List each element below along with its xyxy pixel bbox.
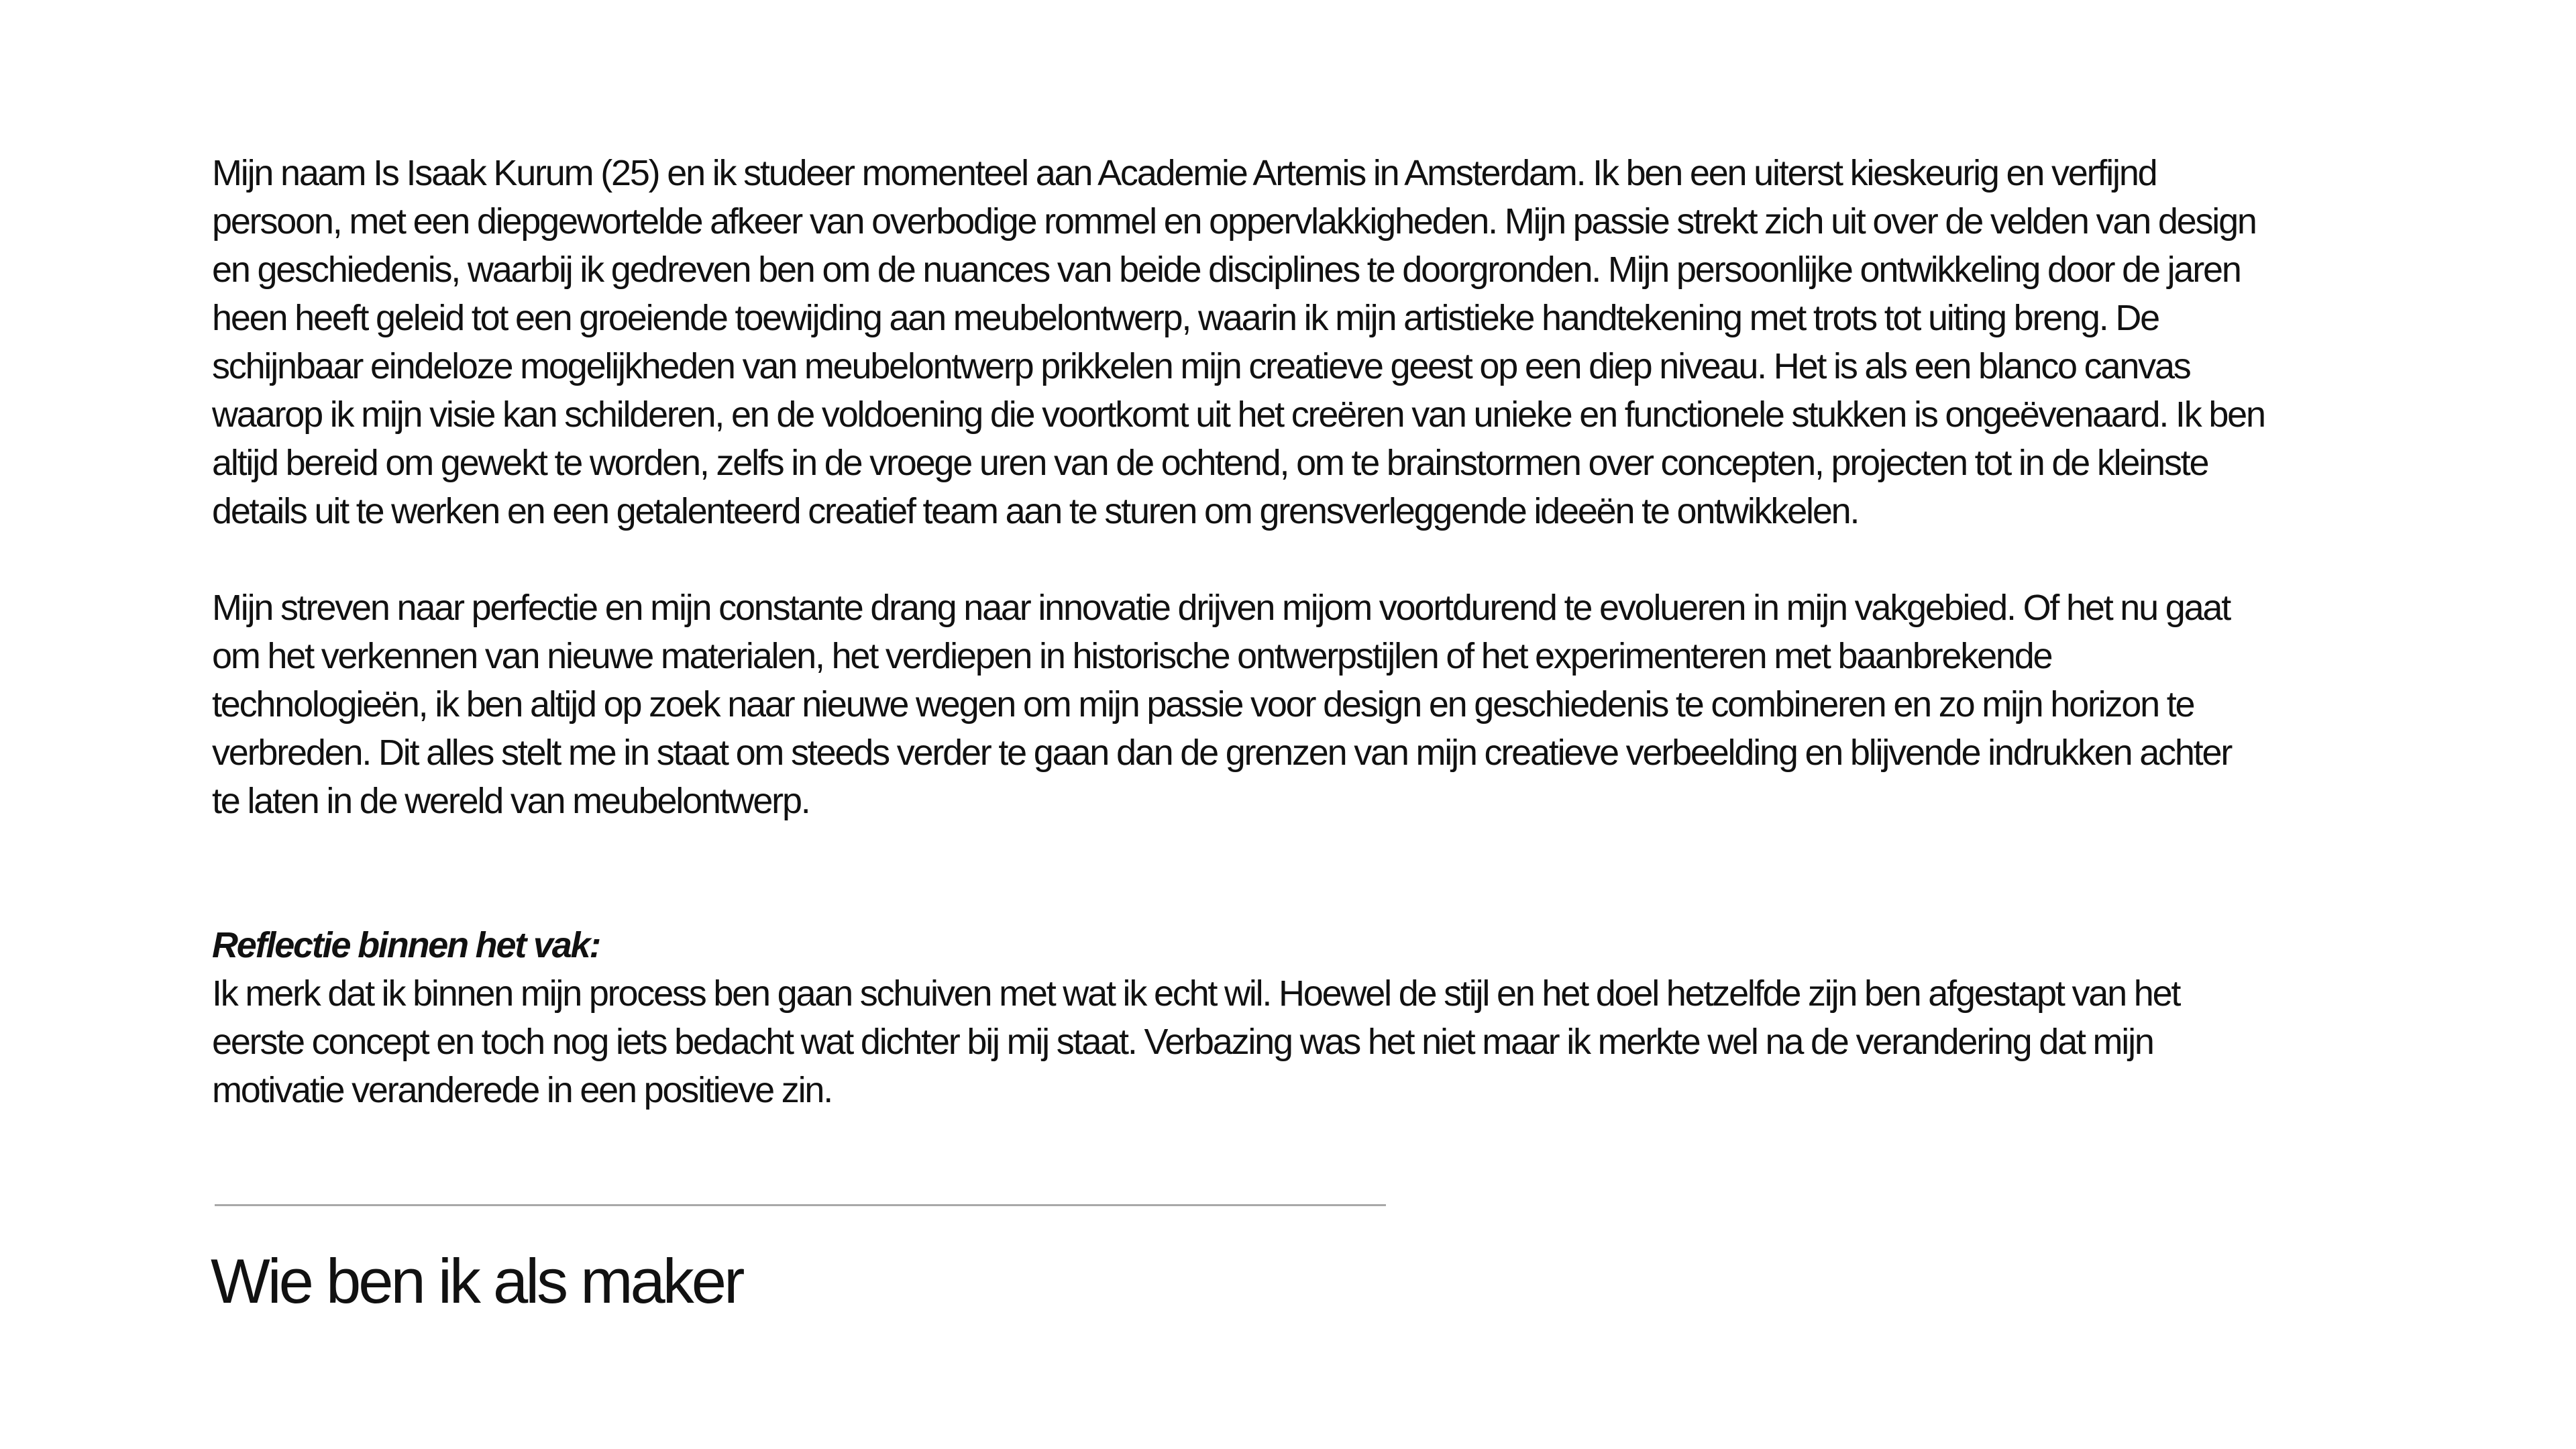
section-divider (215, 1204, 1386, 1206)
reflection-block (212, 921, 2265, 1114)
reflection-heading: Reflectie binnen het vak: (212, 925, 600, 965)
reflection-text: Ik merk dat ik binnen mijn process ben gaan schuiven met wat ik echt wil. Hoewel de stijl en het doel hetzelfde zijn ben afgestapt van het eerste concept en toch nog iets bedacht wat dichter bij mij staat. Verbazing was het niet maar ik merkte wel na de verandering dat mijn motivatie veranderede in een positieve zin. (212, 973, 2180, 1110)
section-title: Wie ben ik als maker (211, 1246, 743, 1316)
intro-text (212, 149, 2265, 825)
intro-paragraph-2: Mijn streven naar perfectie en mijn constante drang naar innovatie drijven mijom voortdurend te evolueren in mijn vakgebied. Of het nu gaat om het verkennen van nieuwe materialen, het verdiepen in historische ontwerpstijlen of het experimenteren met baanbrekende technologieën, ik ben altijd op zoek naar nieuwe wegen om mijn passie voor design en geschiedenis te combineren en zo mijn horizon te verbreden. Dit alles stelt me in staat om steeds verder te gaan dan de grenzen van mijn creatieve verbeelding en blijvende indrukken achter te laten in de wereld van meubelontwerp. (212, 588, 2232, 821)
intro-paragraph-1: Mijn naam Is Isaak Kurum (25) en ik studeer momenteel aan Academie Artemis in Amsterdam. Ik ben een uiterst kieskeurig en verfijnd persoon, met een diepgewortelde afkeer van overbodige rommel en oppervlakkigheden. Mijn passie strekt zich uit over de velden van design en geschiedenis, waarbij ik gedreven ben om de nuances van beide disciplines te doorgronden. Mijn persoonlijke ontwikkeling door de jaren heen heeft geleid tot een groeiende toewijding aan meubelontwerp, waarin ik mijn artistieke handtekening met trots tot uiting breng. De schijnbaar eindeloze mogelijkheden van meubelontwerp prikkelen mijn creatieve geest op een diep niveau. Het is als een blanco canvas waarop ik mijn visie kan schilderen, en de voldoening die voortkomt uit het creëren van unieke en functionele stukken is ongeëvenaard. Ik ben altijd bereid om gewekt te worden, zelfs in de vroege uren van de ochtend, om te brainstormen over concepten, projecten tot in de kleinste details uit te werken en een getalenteerd creatief team aan te sturen om grensverleggende ideeën te ontwikkelen. (212, 153, 2265, 531)
